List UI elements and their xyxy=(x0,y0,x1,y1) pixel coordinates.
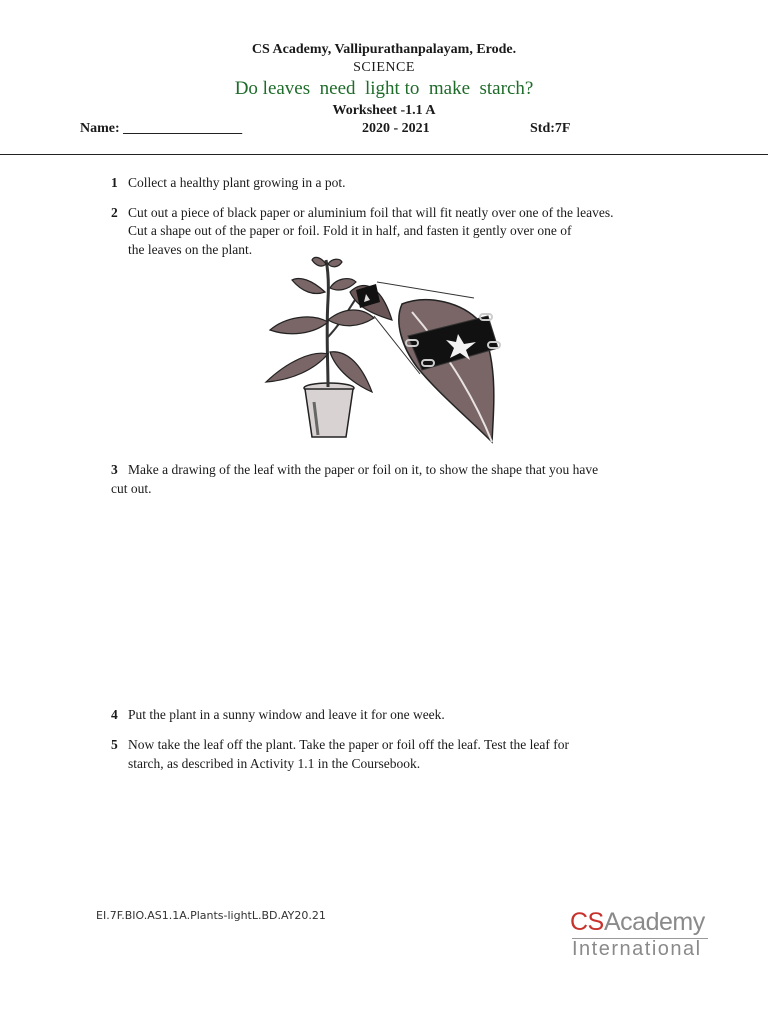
worksheet-number: Worksheet -1.1 A xyxy=(332,103,436,118)
logo-international-text: International xyxy=(572,938,702,960)
cs-academy-logo xyxy=(570,908,720,960)
school-name: CS Academy, Vallipurathanpalayam, Erode. xyxy=(251,42,517,57)
question-number: 2 xyxy=(111,205,118,220)
logo-academy-text: Academy xyxy=(604,908,705,936)
name-field: Name: _________________ xyxy=(80,121,243,136)
question-number: 3 xyxy=(111,462,118,477)
question-number: 5 xyxy=(111,737,118,752)
subject-label: SCIENCE xyxy=(353,60,415,75)
question-number: 4 xyxy=(111,707,118,722)
standard-label: Std:7F xyxy=(530,121,571,136)
question-text-line: Cut out a piece of black paper or aluminium foil that will fit neatly over one of the leaves. xyxy=(128,205,614,220)
flower-pot xyxy=(304,383,354,437)
plant-with-foil-leaf-illustration xyxy=(262,252,502,444)
question-text-line: starch, as described in Activity 1.1 in the Coursebook. xyxy=(128,756,421,771)
question-text-line: Cut a shape out of the paper or foil. Fold it in half, and fasten it gently over one of xyxy=(128,223,572,238)
header-divider xyxy=(0,154,768,155)
logo-cs-text: CS xyxy=(570,908,604,936)
question-text-line: the leaves on the plant. xyxy=(128,242,253,257)
question-text-line: Make a drawing of the leaf with the paper or foil on it, to show the shape that you have xyxy=(128,462,599,477)
question-text: Collect a healthy plant growing in a pot. xyxy=(128,175,346,190)
academic-year: 2020 - 2021 xyxy=(362,121,430,136)
document-code: EI.7F.BIO.AS1.1A.Plants-lightL.BD.AY20.21 xyxy=(96,909,326,922)
large-leaf-with-foil xyxy=(399,300,500,442)
question-text-line: cut out. xyxy=(111,481,152,496)
question-number: 1 xyxy=(111,175,118,190)
worksheet-title: Do leaves need light to make starch? xyxy=(234,78,534,99)
question-text-line: Now take the leaf off the plant. Take the paper or foil off the leaf. Test the leaf for xyxy=(128,737,569,752)
question-text: Put the plant in a sunny window and leave it for one week. xyxy=(128,707,445,722)
